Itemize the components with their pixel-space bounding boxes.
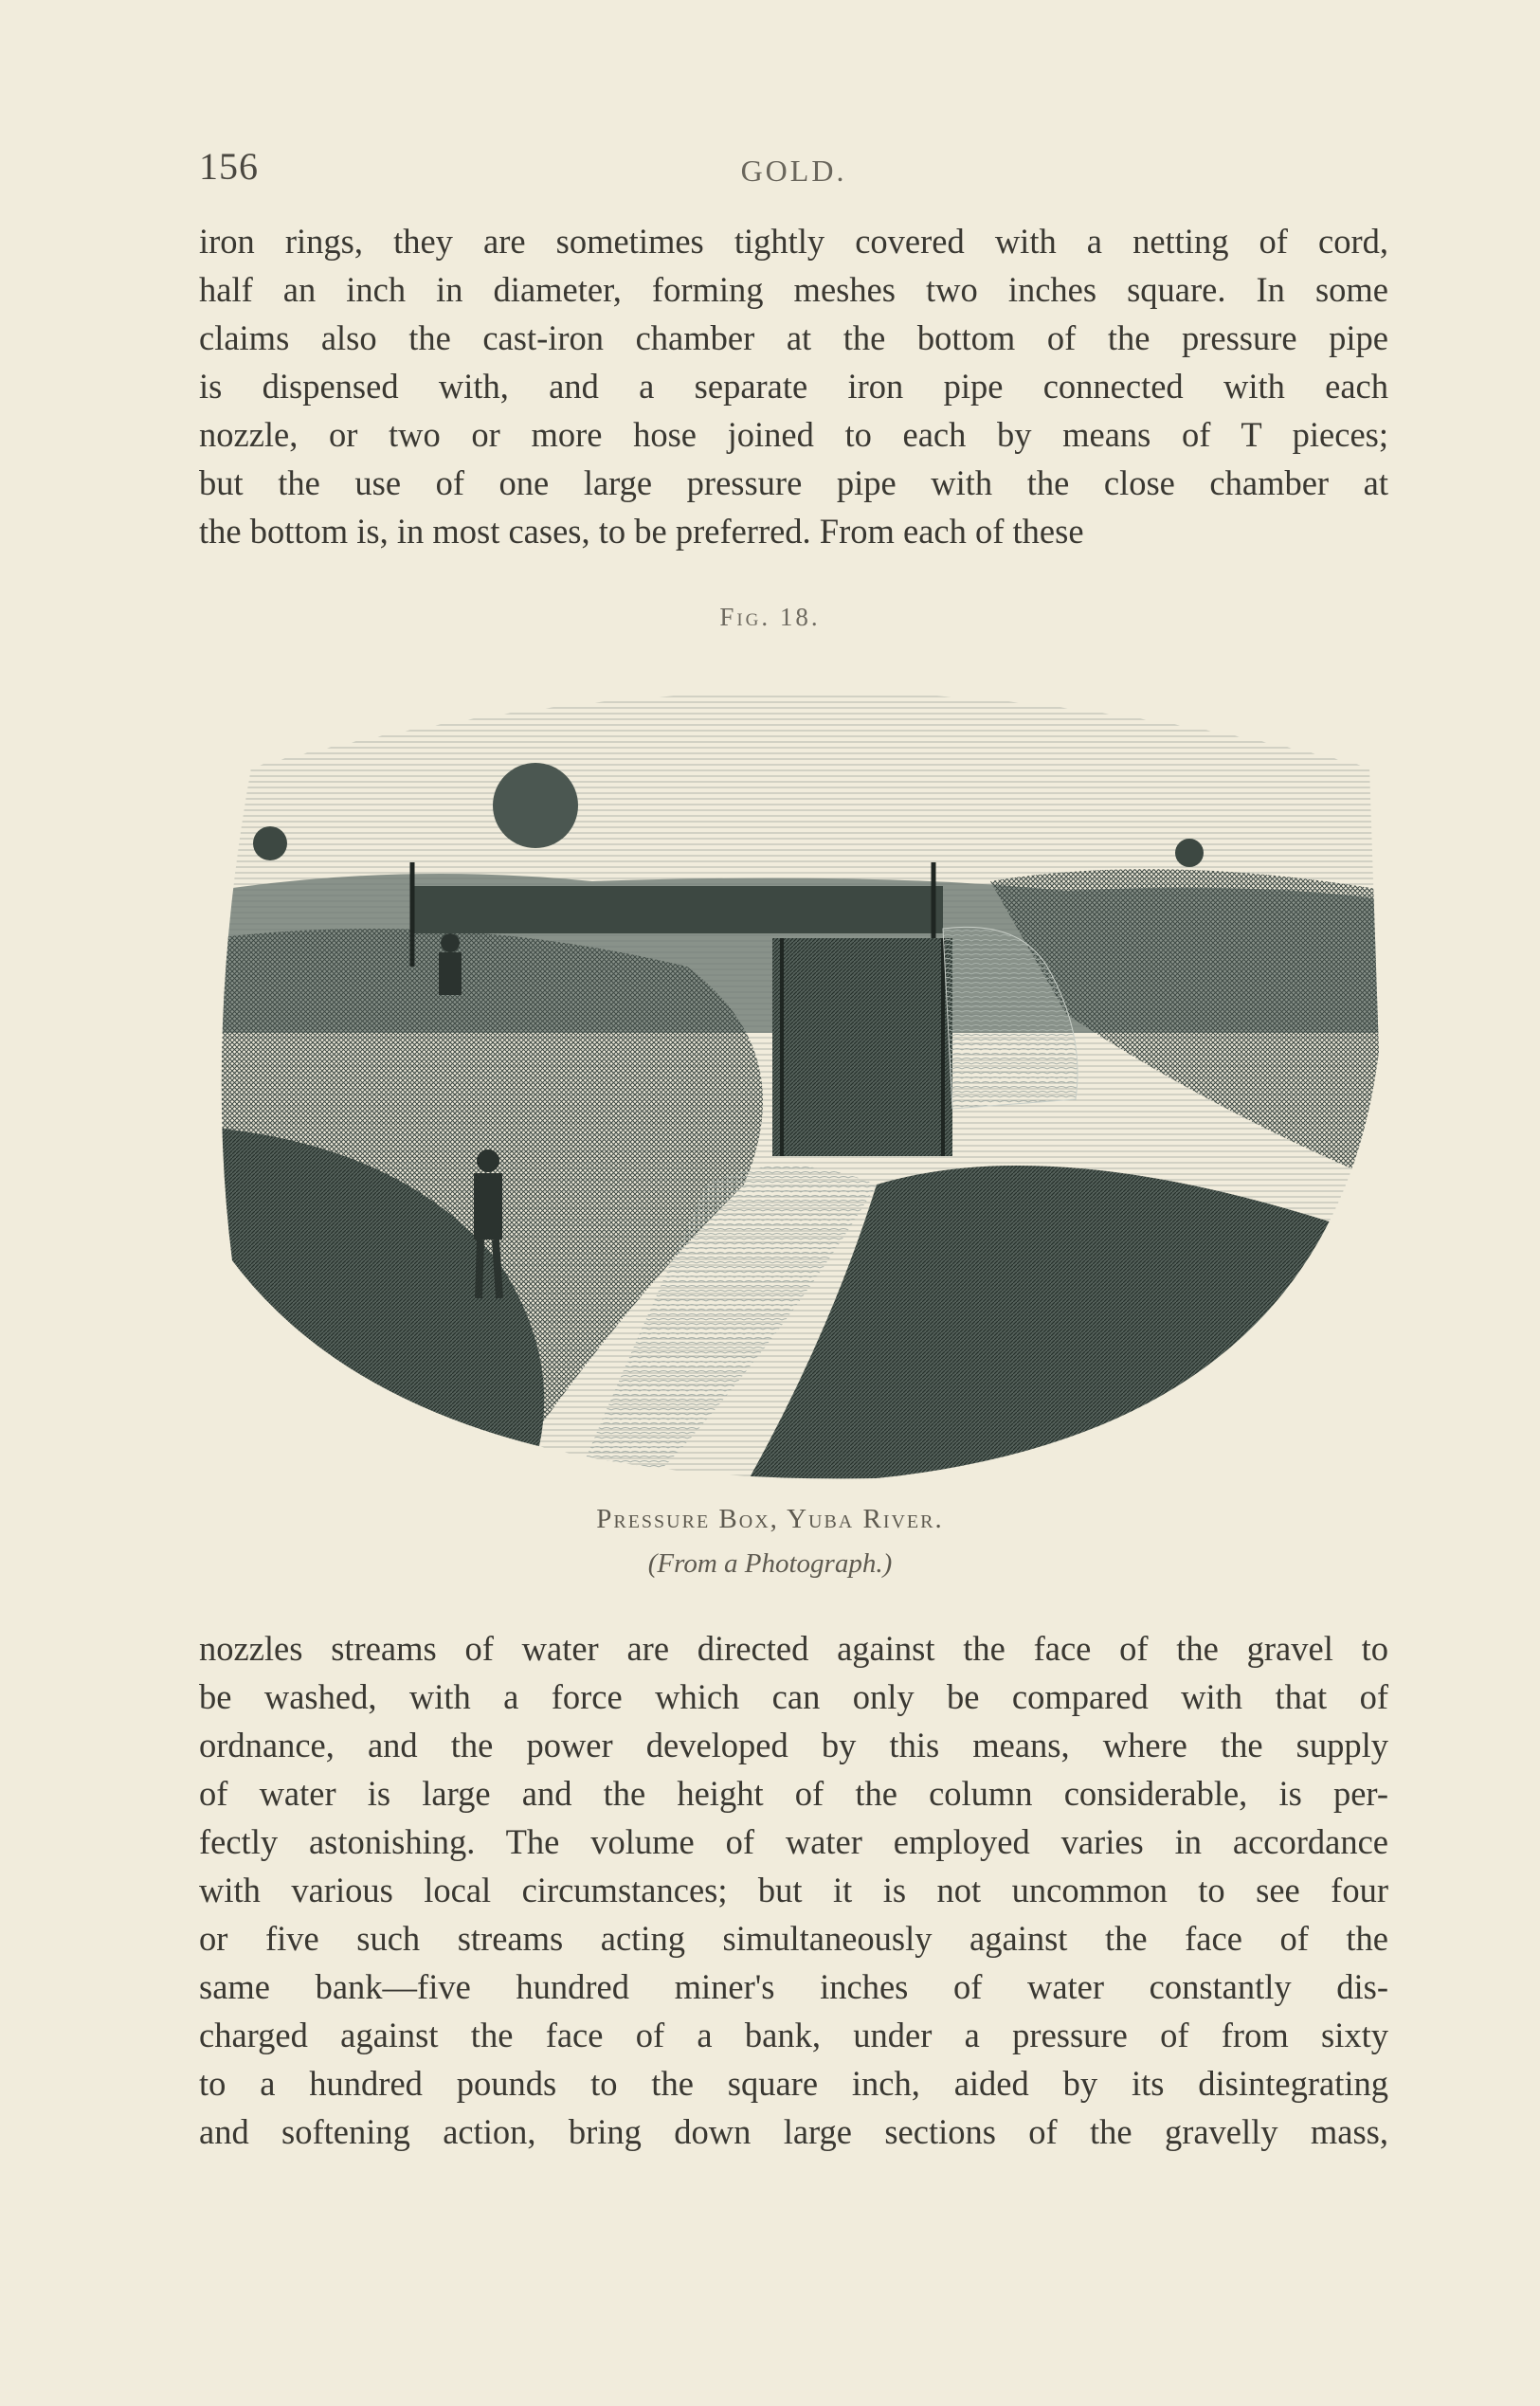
text-line: nozzles streams of water are directed against the face of the gravel to — [199, 1629, 1388, 1668]
text-line: the bottom is, in most cases, to be preferred. From each of these — [199, 512, 1084, 551]
text-line: nozzle, or two or more hose joined to each by means of T pieces; — [199, 415, 1388, 454]
text-line: be washed, with a force which can only be compared with that of — [199, 1677, 1388, 1716]
text-line: charged against the face of a bank, under a pressure of from sixty — [199, 2016, 1388, 2054]
page-header — [199, 144, 1388, 201]
figure-source: (From a Photograph.) — [647, 1548, 893, 1579]
text-line: claims also the cast-iron chamber at the bottom of the pressure pipe — [199, 318, 1388, 357]
running-head: GOLD. — [740, 154, 847, 188]
text-line: iron rings, they are sometimes tightly covered with a netting of cord, — [199, 222, 1388, 261]
text-line: but the use of one large pressure pipe with the close chamber at — [199, 463, 1388, 502]
top-paragraph — [199, 217, 1388, 555]
page-number: 156 — [199, 145, 259, 188]
text-line: ordnance, and the power developed by this means, where the supply — [199, 1726, 1388, 1764]
text-line: of water is large and the height of the column considerable, is per- — [199, 1774, 1388, 1813]
figure-label: Fig. 18. — [719, 603, 821, 631]
text-line: half an inch in diameter, forming meshes two inches square. In some — [199, 270, 1388, 309]
text-line: with various local circumstances; but it is not uncommon to see four — [199, 1871, 1388, 1909]
text-line: same bank—five hundred miner's inches of water constantly dis- — [199, 1967, 1388, 2006]
text-line: to a hundred pounds to the square inch, aided by its disintegrating — [199, 2064, 1388, 2103]
text-line: fectly astonishing. The volume of water employed varies in accordance — [199, 1822, 1388, 1861]
text-line: and softening action, bring down large sections of the gravelly mass, — [199, 2112, 1388, 2151]
bottom-paragraph — [199, 1624, 1388, 2156]
text-line: is dispensed with, and a separate iron pipe connected with each — [199, 367, 1388, 406]
text-line: or five such streams acting simultaneously against the face of the — [199, 1919, 1388, 1958]
figure-illustration — [213, 654, 1388, 1488]
engraving-image — [213, 654, 1388, 1488]
figure-caption: Pressure Box, Yuba River. — [596, 1504, 944, 1534]
